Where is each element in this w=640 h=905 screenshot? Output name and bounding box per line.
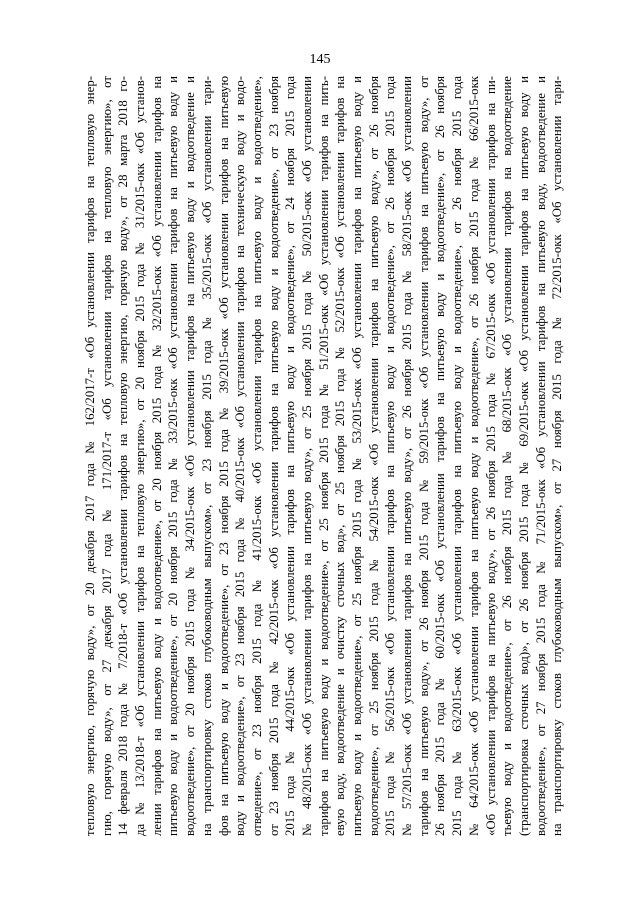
text-line: да № 13/2018-т «Об установлении тарифов на тепловую энергию», от 20 ноября 2015 года № 31/2015-окк «Об установ- — [133, 76, 148, 836]
text-line: 2015 года № 63/2015-окк «Об установлении тарифов на питьевую воду и водоотведение», от 26 ноября 2015 года — [450, 76, 465, 836]
text-line: водоотведение», от 27 ноября 2015 года № 71/2015-окк «Об установлении тарифов на питьевую воду, водоотведение и — [533, 76, 548, 836]
text-line: на транспортировку стоков глубоководным выпуском», от 23 ноября 2015 года № 35/2015-окк «Об установлении тари- — [199, 76, 214, 836]
text-line: тарифов на питьевую воду», от 26 ноября 2015 года № 59/2015-окк «Об установлении тарифов на питьевую воду», от — [416, 76, 431, 836]
text-line: воду и водоотведение», от 23 ноября 2015 года № 40/2015-окк «Об установлении тарифов на техническую воду и водо- — [233, 76, 248, 836]
text-line: питьевую воду и водоотведение», от 25 ноября 2015 года № 53/2015-окк «Об установлении тарифов на питьевую воду и — [350, 76, 364, 836]
rotated-text-block — [82, 76, 565, 836]
text-line: № 64/2015-окк «Об установлении тарифов на питьевую воду и водоотведение», от 26 ноября 2015 года № 66/2015-окк — [466, 76, 481, 836]
text-line: 2015 года № 44/2015-окк «Об установлении тарифов на питьевую воду и водоотведение», от 24 ноября 2015 года — [283, 76, 298, 836]
text-line: от 23 ноября 2015 года № 42/2015-окк «Об установлении тарифов на питьевую воду и водоотведение», от 23 ноября — [266, 76, 281, 836]
text-line: № 57/2015-окк «Об установлении тарифов на питьевую воду», от 26 ноября 2015 года № 58/2015-окк «Об установлении — [400, 76, 415, 836]
text-line: тарифов на питьевую воду и водоотведение», от 25 ноября 2015 года № 51/2015-окк «Об установлении тарифов на пить- — [316, 76, 331, 836]
text-line: фов на питьевую воду и водоотведение», от 23 ноября 2015 года № 39/2015-окк «Об установлении тарифов на питьевую — [216, 76, 231, 836]
text-line: водоотведение», от 25 ноября 2015 года № 54/2015-окк «Об установлении тарифов на питьевую воду», от 26 ноября — [366, 76, 381, 836]
text-line: (транспортировка сточных вод)», от 26 ноября 2015 года № 69/2015-окк «Об установлении тарифов на питьевую воду и — [516, 76, 531, 836]
page-number: 145 — [309, 52, 331, 67]
text-line: № 48/2015-окк «Об установлении тарифов на питьевую воду», от 25 ноября 2015 года № 50/2015-окк «Об установлении — [299, 76, 314, 836]
text-line: питьевую воду и водоотведение», от 20 ноября 2015 года № 33/2015-окк «Об установлении тарифов на питьевую воду и — [166, 76, 181, 836]
text-line: 2015 года № 56/2015-окк «Об установлении тарифов на питьевую воду и водоотведение», от 26 ноября 2015 года — [383, 76, 398, 836]
text-line: отведение», от 23 ноября 2015 года № 41/2015-окк «Об установлении тарифов на питьевую воду и водоотведение», — [249, 76, 264, 836]
text-line: тьевую воду и водоотведение», от 26 ноября 2015 года № 68/2015-окк «Об установлении тарифов на водоотведение — [500, 76, 515, 836]
text-lines-container — [82, 76, 565, 836]
text-line: «Об установлении тарифов на питьевую воду», от 26 ноября 2015 года № 67/2015-окк «Об установлении тарифов на пи- — [483, 76, 498, 836]
text-line: 14 февраля 2018 года № 7/2018-т «Об установлении тарифов на тепловую энергию, горячую воду», от 28 марта 2018 го- — [116, 76, 131, 836]
text-line: водоотведение», от 20 ноября 2015 года № 34/2015-окк «Об установлении тарифов на питьевую воду и водоотведение и — [183, 76, 198, 836]
text-line: тепловую энергию, горячую воду», от 20 декабря 2017 года № 162/2017-т «Об установлении тарифов на тепловую энер- — [83, 76, 97, 836]
text-line: гию, горячую воду», от 27 декабря 2017 года № 171/2017-т «Об установлении тарифов на тепловую энергию», от — [99, 76, 114, 836]
text-line: лении тарифов на питьевую воду и водоотведение», от 20 ноября 2015 года № 32/2015-окк «Об установлении тарифов на — [149, 76, 164, 836]
text-line: 26 ноября 2015 года № 60/2015-окк «Об установлении тарифов на питьевую воду и водоотведение», от 26 ноября — [433, 76, 448, 836]
text-line: евую воду, водоотведение и очистку сточных вод», от 25 ноября 2015 года № 52/2015-окк «Об установлении тарифов на — [333, 76, 348, 836]
text-line: на транспортировку стоков глубоководным выпуском», от 27 ноября 2015 года № 72/2015-окк «Об установлении тари- — [550, 76, 565, 836]
